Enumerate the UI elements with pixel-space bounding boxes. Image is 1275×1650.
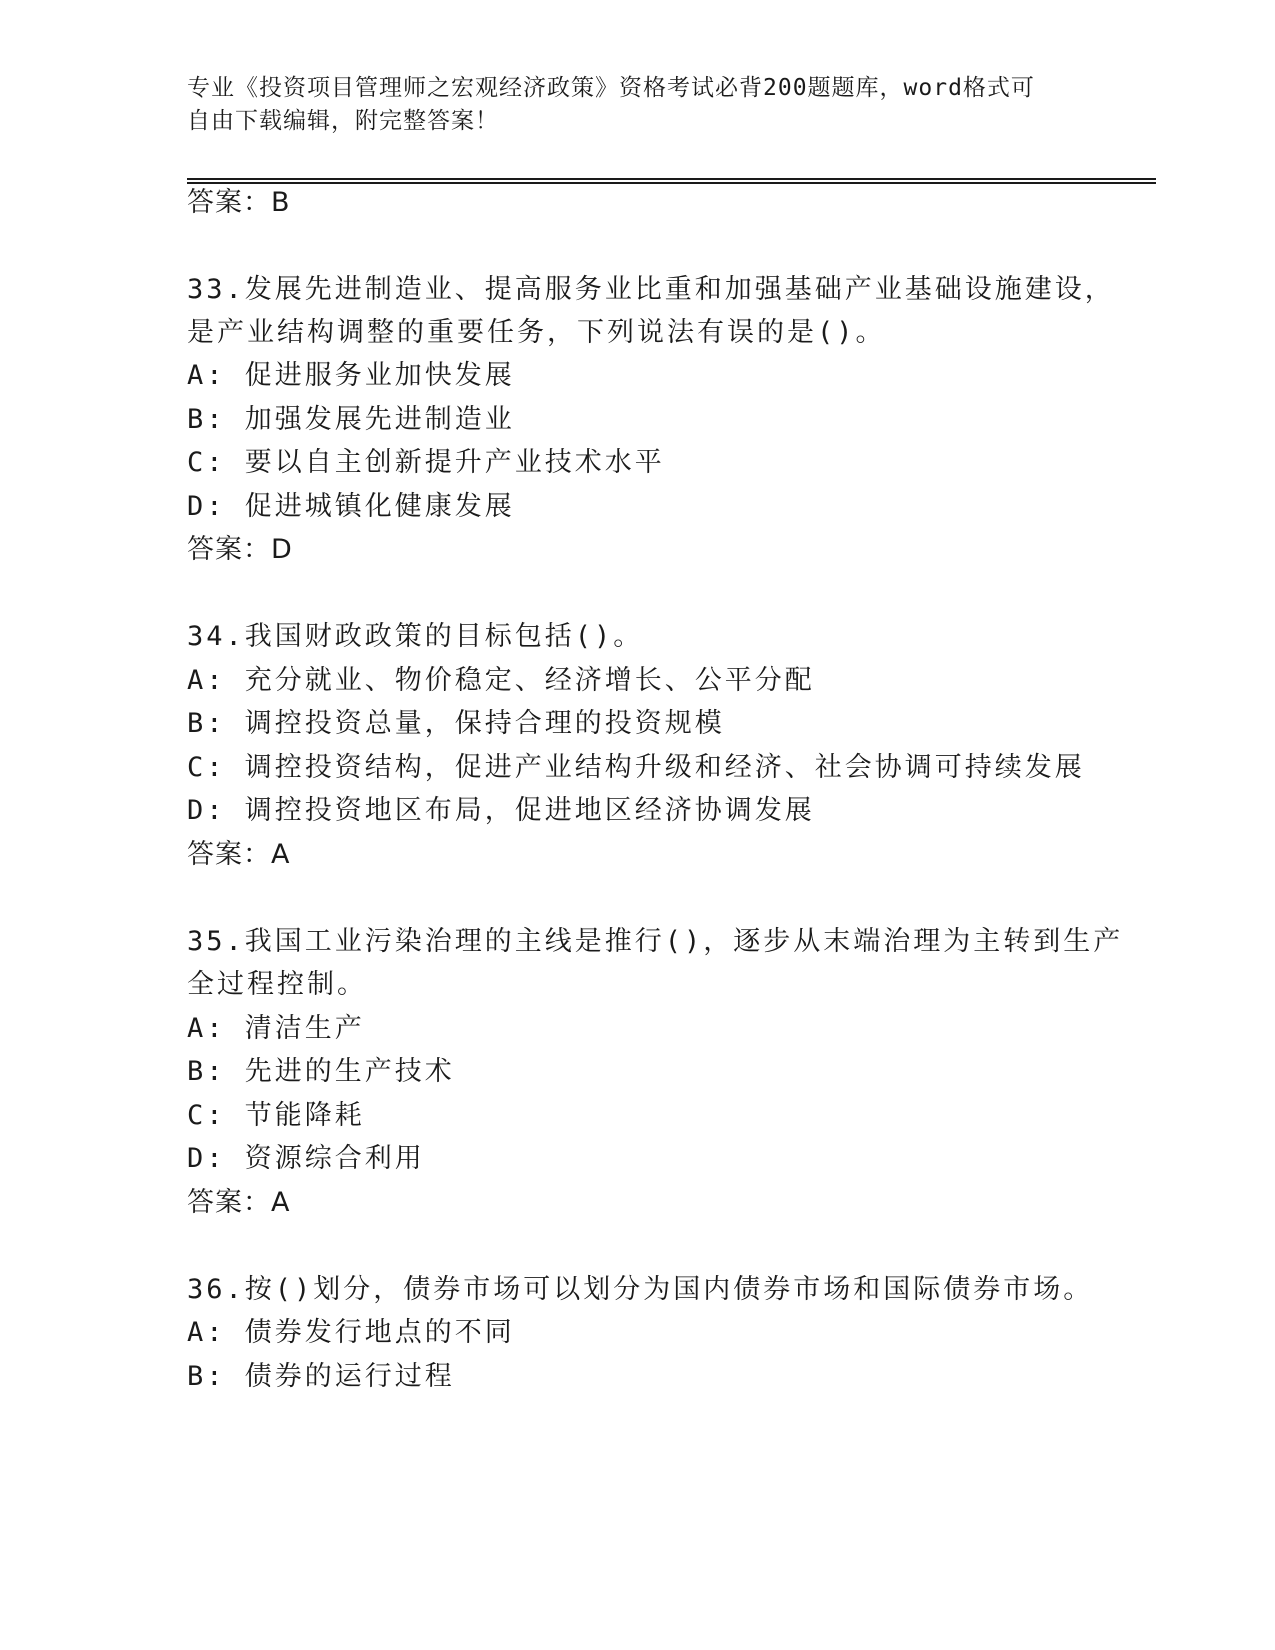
- q33-option-c: C: 要以自主创新提升产业技术水平: [187, 447, 665, 478]
- q35-option-a: A: 清洁生产: [187, 1013, 365, 1044]
- q33-stem-line-1: 33.发展先进制造业、提高服务业比重和加强基础产业基础设施建设，: [187, 274, 1115, 305]
- q34-option-b: B: 调控投资总量，保持合理的投资规模: [187, 708, 725, 739]
- q33-stem-line-2: 是产业结构调整的重要任务，下列说法有误的是()。: [187, 317, 886, 348]
- header-line-2: 自由下载编辑，附完整答案！: [187, 108, 499, 134]
- q35-stem-line-1: 35.我国工业污染治理的主线是推行()，逐步从末端治理为主转到生产: [187, 926, 1124, 957]
- q35-option-d: D: 资源综合利用: [187, 1143, 425, 1174]
- q33-option-a: A: 促进服务业加快发展: [187, 360, 515, 391]
- q33-answer: 答案：D: [187, 534, 293, 565]
- header-line-1: 专业《投资项目管理师之宏观经济政策》资格考试必背200题题库，word格式可: [187, 75, 1035, 101]
- q35-option-c: C: 节能降耗: [187, 1100, 365, 1131]
- q33-option-b: B: 加强发展先进制造业: [187, 404, 515, 435]
- q36-stem-line-1: 36.按()划分，债券市场可以划分为国内债券市场和国际债券市场。: [187, 1274, 1094, 1305]
- q36-option-b: B: 债券的运行过程: [187, 1361, 455, 1392]
- q35-stem-line-2: 全过程控制。: [187, 969, 367, 1000]
- document-header: [187, 72, 1067, 138]
- q34-option-a: A: 充分就业、物价稳定、经济增长、公平分配: [187, 665, 815, 696]
- q35-option-b: B: 先进的生产技术: [187, 1056, 455, 1087]
- q34-option-d: D: 调控投资地区布局，促进地区经济协调发展: [187, 795, 815, 826]
- header-divider-bottom: [187, 182, 1156, 184]
- q34-answer: 答案：A: [187, 839, 291, 870]
- q33-option-d: D: 促进城镇化健康发展: [187, 491, 515, 522]
- header-divider-top: [187, 178, 1156, 180]
- q35-answer: 答案：A: [187, 1187, 291, 1218]
- answer-prev: 答案：B: [187, 187, 291, 218]
- q34-option-c: C: 调控投资结构，促进产业结构升级和经济、社会协调可持续发展: [187, 752, 1085, 783]
- q36-option-a: A: 债券发行地点的不同: [187, 1317, 515, 1348]
- q34-stem-line-1: 34.我国财政政策的目标包括()。: [187, 621, 644, 652]
